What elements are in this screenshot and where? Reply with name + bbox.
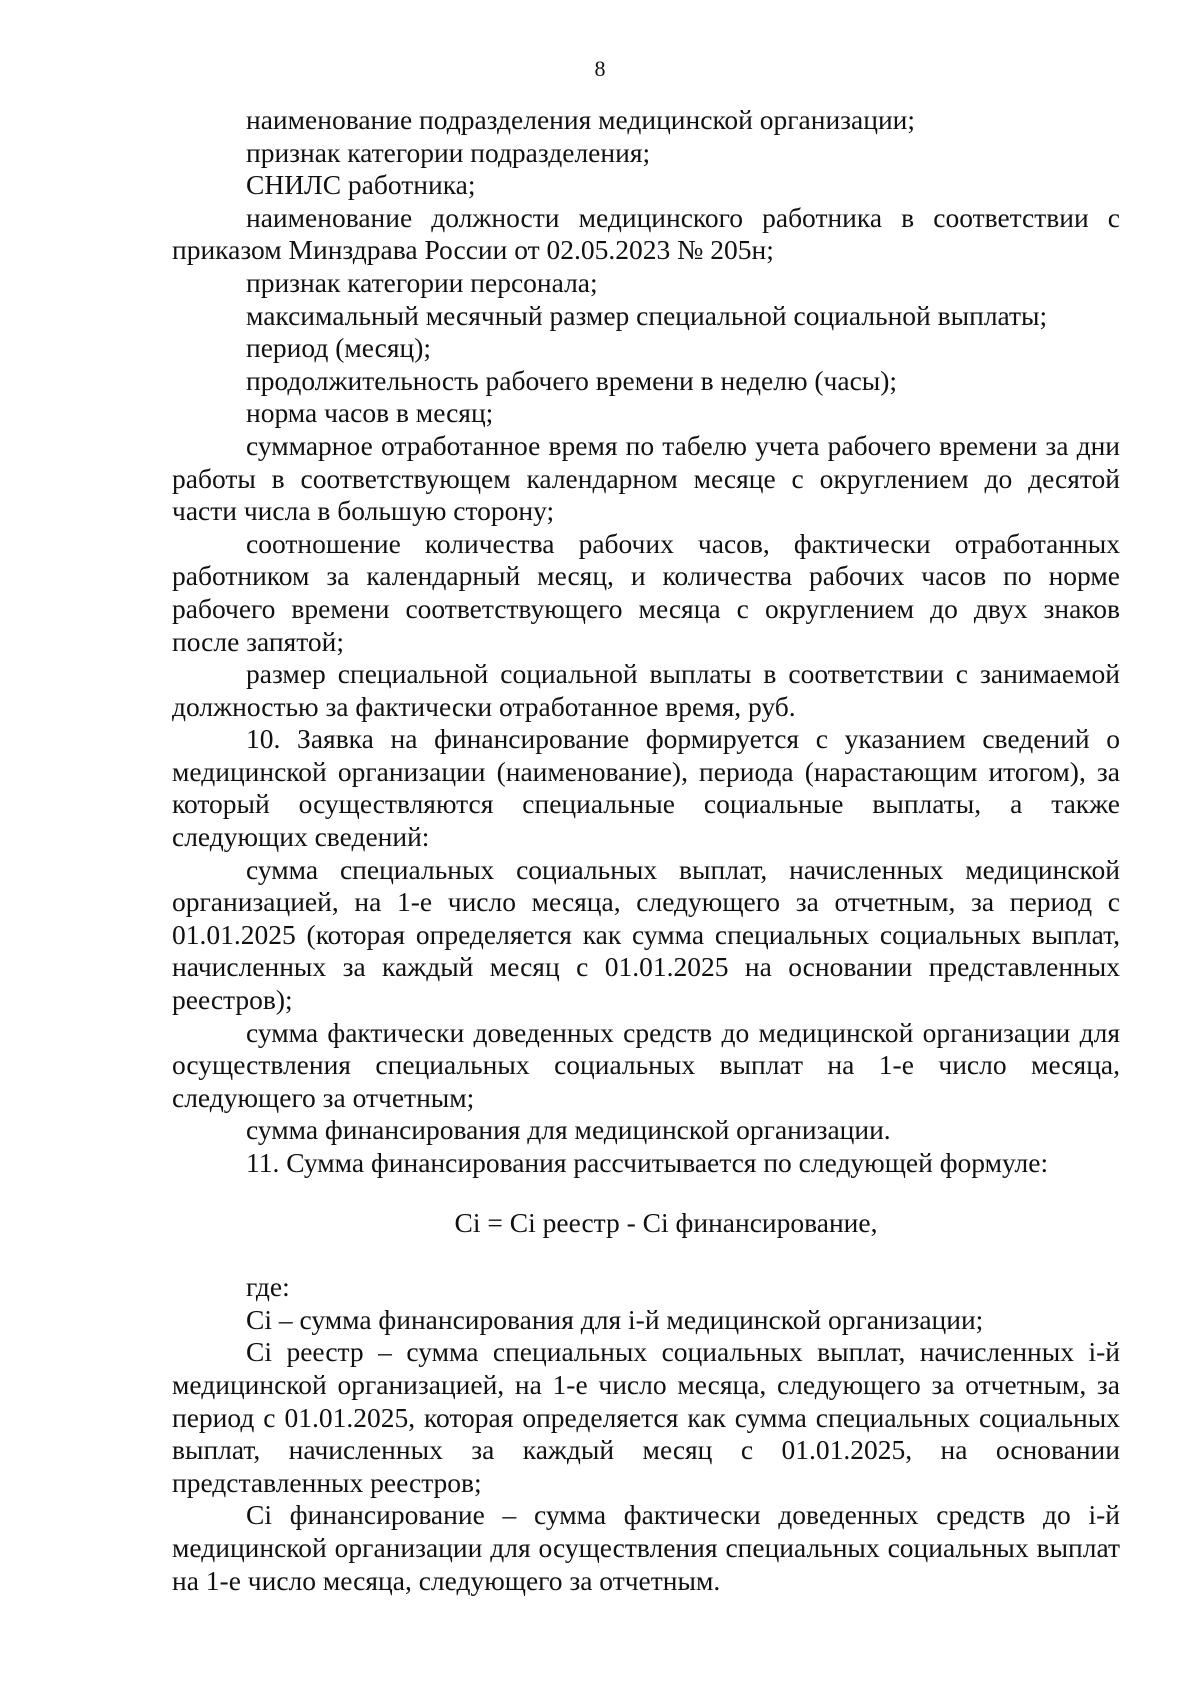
paragraph: признак категории персонала; xyxy=(246,266,598,298)
paragraph: соотношение количества рабочих часов, фактически отработанных работником за календарный месяц, и количества рабочих часов по норме рабочего времени соответствующего месяца с округлением до двух знаков после запятой; xyxy=(172,527,1120,657)
document-body xyxy=(172,104,1120,1597)
page-number: 8 xyxy=(594,56,606,81)
definition: Сi реестр – сумма специальных социальных выплат, начисленных i-й медицинской организацией, на 1-е число месяца, следующего за отчетным, за период с 01.01.2025, которая определяется как сумма специальных социальных выплат, начисленных за каждый месяц с 01.01.2025, на основании представленных реестров; xyxy=(172,1336,1120,1498)
paragraph: сумма фактически доведенных средств до медицинской организации для осуществления специальных социальных выплат на 1-е число месяца, следующего за отчетным; xyxy=(172,1016,1120,1113)
paragraph: СНИЛС работника; xyxy=(246,169,476,201)
paragraph: признак категории подразделения; xyxy=(246,136,651,168)
paragraph: норма часов в месяц; xyxy=(246,397,494,429)
paragraph: сумма финансирования для медицинской организации. xyxy=(246,1114,891,1146)
paragraph: сумма специальных социальных выплат, начисленных медицинской организацией, на 1-е число месяца, следующего за отчетным, за период с 01.01.2025 (которая определяется как сумма специальных социальных выплат, начисленных за каждый месяц с 01.01.2025 на основании представленных реестров); xyxy=(172,853,1120,1016)
paragraph: наименование должности медицинского работника в соответствии с приказом Минздрава России от 02.05.2023 № 205н; xyxy=(172,201,1120,266)
paragraph: максимальный месячный размер специальной социальной выплаты; xyxy=(246,299,1048,331)
definition: Сi финансирование – сумма фактически доведенных средств до i-й медицинской организации для осуществления специальных социальных выплат на 1-е число месяца, следующего за отчетным. xyxy=(172,1499,1120,1596)
paragraph: суммарное отработанное время по табелю учета рабочего времени за дни работы в соответствующем календарном месяце с округлением до десятой части числа в большую сторону; xyxy=(172,429,1120,527)
paragraph: наименование подразделения медицинской организации; xyxy=(246,104,916,135)
definition: Сi – сумма финансирования для i-й медицинской организации; xyxy=(246,1303,984,1335)
paragraph: период (месяц); xyxy=(246,332,432,364)
definition-intro: где: xyxy=(246,1271,290,1303)
paragraph: продолжительность рабочего времени в неделю (часы); xyxy=(246,364,898,396)
paragraph: размер специальной социальной выплаты в соответствии с занимаемой должностью за фактически отработанное время, руб. xyxy=(172,658,1120,722)
paragraph: 11. Сумма финансирования рассчитывается по следующей формуле: xyxy=(246,1147,1049,1178)
paragraph: 10. Заявка на финансирование формируется с указанием сведений о медицинской организации (наименование), периода (нарастающим итогом), за который осуществляются специальные социальные выплаты, а также следующих сведений: xyxy=(172,723,1120,853)
formula: Сi = Сi реестр - Сi финансирование, xyxy=(454,1206,878,1238)
